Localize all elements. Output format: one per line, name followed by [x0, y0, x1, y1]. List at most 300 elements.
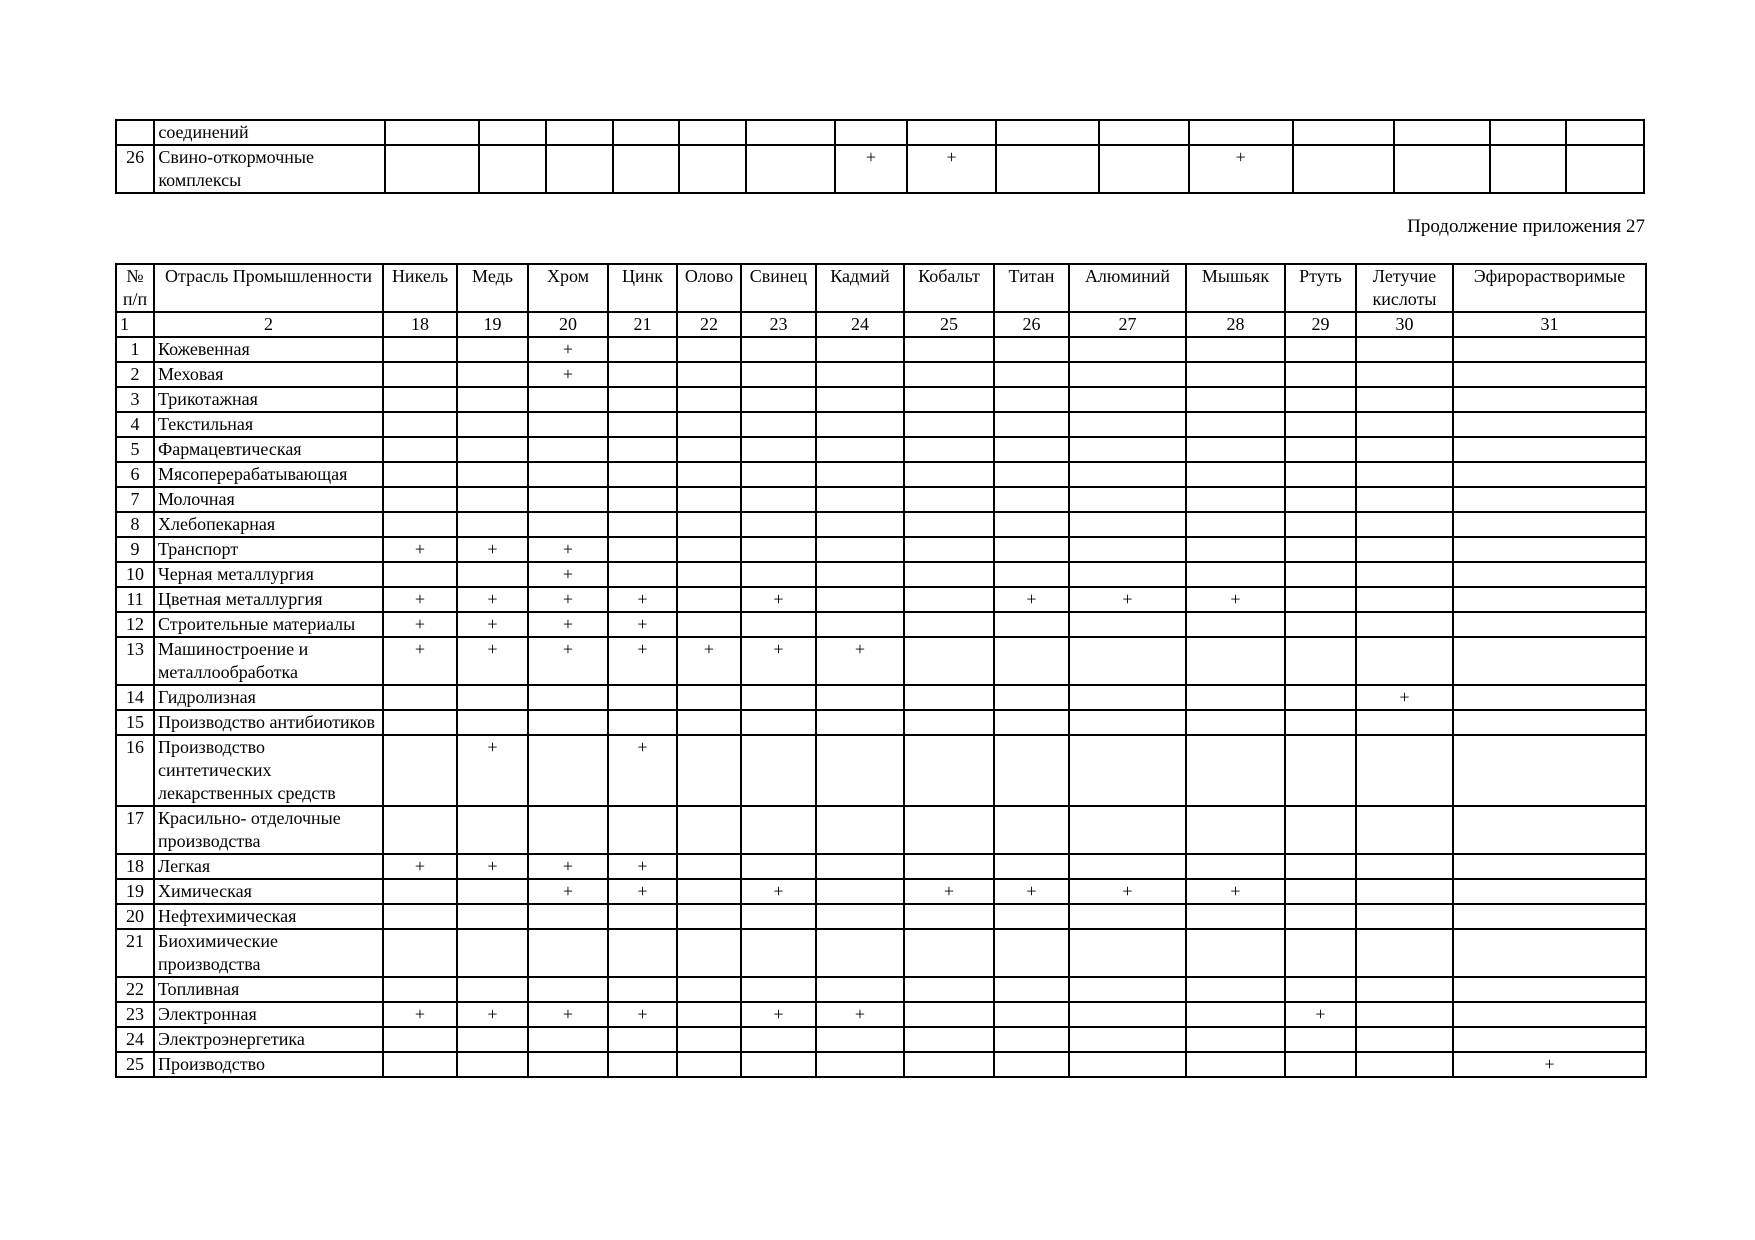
mark-cell	[1453, 854, 1646, 879]
mark-cell	[677, 462, 741, 487]
mark-cell	[1356, 1027, 1453, 1052]
mark-cell	[383, 412, 457, 437]
mark-cell	[1186, 387, 1285, 412]
industry-name: Гидролизная	[154, 685, 383, 710]
row-number: 3	[116, 387, 154, 412]
mark-cell	[904, 854, 994, 879]
mark-cell	[383, 362, 457, 387]
table-row	[116, 462, 1646, 487]
mark-cell	[1069, 806, 1186, 854]
mark-cell	[904, 487, 994, 512]
mark-cell	[1285, 879, 1356, 904]
mark-cell	[457, 806, 528, 854]
mark-cell	[546, 145, 613, 193]
row-number: 22	[116, 977, 154, 1002]
mark-cell	[1069, 1052, 1186, 1077]
mark-cell	[904, 462, 994, 487]
mark-cell	[608, 512, 677, 537]
mark-cell: +	[528, 537, 608, 562]
mark-cell	[816, 537, 904, 562]
mark-cell	[741, 562, 816, 587]
mark-cell	[816, 587, 904, 612]
header-column: Летучие кислоты	[1356, 264, 1453, 312]
mark-cell	[1490, 120, 1567, 145]
mark-cell	[994, 685, 1069, 710]
mark-cell	[528, 710, 608, 735]
mark-cell	[1356, 854, 1453, 879]
mark-cell	[1186, 929, 1285, 977]
table-row	[116, 879, 1646, 904]
mark-cell	[816, 977, 904, 1002]
mark-cell	[994, 562, 1069, 587]
mark-cell	[1356, 710, 1453, 735]
mark-cell	[1285, 904, 1356, 929]
mark-cell: +	[457, 537, 528, 562]
mark-cell	[746, 145, 835, 193]
mark-cell	[1566, 120, 1644, 145]
mark-cell	[679, 120, 746, 145]
table-row	[116, 854, 1646, 879]
mark-cell	[1186, 512, 1285, 537]
mark-cell	[741, 612, 816, 637]
mark-cell	[1186, 977, 1285, 1002]
mark-cell	[528, 735, 608, 806]
mark-cell	[608, 904, 677, 929]
mark-cell	[677, 977, 741, 1002]
table-row	[116, 904, 1646, 929]
industry-name: Мясоперерабатывающая	[154, 462, 383, 487]
mark-cell	[741, 685, 816, 710]
mark-cell: +	[608, 587, 677, 612]
mark-cell	[994, 806, 1069, 854]
mark-cell: +	[741, 637, 816, 685]
mark-cell	[383, 562, 457, 587]
mark-cell	[994, 337, 1069, 362]
mark-cell	[1186, 437, 1285, 462]
row-number: 17	[116, 806, 154, 854]
mark-cell	[457, 562, 528, 587]
mark-cell	[1285, 587, 1356, 612]
mark-cell: +	[457, 854, 528, 879]
mark-cell	[479, 145, 546, 193]
header-row	[116, 264, 1646, 312]
mark-cell: +	[1186, 879, 1285, 904]
numbering-column: 27	[1069, 312, 1186, 337]
row-number: 8	[116, 512, 154, 537]
mark-cell: +	[1189, 145, 1293, 193]
mark-cell	[383, 387, 457, 412]
industry-name: Нефтехимическая	[154, 904, 383, 929]
mark-cell	[1285, 1052, 1356, 1077]
row-number: 15	[116, 710, 154, 735]
mark-cell	[994, 710, 1069, 735]
row-number: 10	[116, 562, 154, 587]
mark-cell	[1285, 537, 1356, 562]
numbering-column: 25	[904, 312, 994, 337]
mark-cell	[383, 710, 457, 735]
header-column: Мышьяк	[1186, 264, 1285, 312]
mark-cell	[904, 904, 994, 929]
mark-cell	[1069, 462, 1186, 487]
mark-cell	[1069, 735, 1186, 806]
row-number: 20	[116, 904, 154, 929]
numbering-row	[116, 312, 1646, 337]
mark-cell	[613, 120, 680, 145]
mark-cell	[383, 1027, 457, 1052]
mark-cell	[741, 537, 816, 562]
mark-cell: +	[608, 879, 677, 904]
header-column: Никель	[383, 264, 457, 312]
numbering-column: 30	[1356, 312, 1453, 337]
mark-cell	[816, 879, 904, 904]
row-number: 7	[116, 487, 154, 512]
table-header	[116, 264, 1646, 337]
mark-cell: +	[528, 879, 608, 904]
mark-cell	[1186, 1002, 1285, 1027]
mark-cell	[1069, 710, 1186, 735]
row-number: 4	[116, 412, 154, 437]
mark-cell	[677, 512, 741, 537]
mark-cell	[904, 1052, 994, 1077]
mark-cell	[994, 977, 1069, 1002]
mark-cell	[1453, 735, 1646, 806]
mark-cell	[383, 337, 457, 362]
appendix-caption: Продолжение приложения 27	[1407, 216, 1645, 237]
mark-cell	[1453, 685, 1646, 710]
mark-cell	[1453, 879, 1646, 904]
mark-cell	[1453, 1002, 1646, 1027]
row-number: 2	[116, 362, 154, 387]
table-row	[116, 929, 1646, 977]
table-row	[116, 806, 1646, 854]
mark-cell	[457, 412, 528, 437]
mark-cell	[1069, 487, 1186, 512]
mark-cell	[528, 929, 608, 977]
mark-cell	[1186, 735, 1285, 806]
numbering-column: 26	[994, 312, 1069, 337]
mark-cell	[608, 710, 677, 735]
mark-cell	[1356, 977, 1453, 1002]
mark-cell	[1069, 362, 1186, 387]
mark-cell	[904, 562, 994, 587]
mark-cell	[1285, 710, 1356, 735]
row-number: 21	[116, 929, 154, 977]
mark-cell	[1453, 977, 1646, 1002]
mark-cell	[385, 120, 479, 145]
mark-cell	[1186, 537, 1285, 562]
mark-cell	[741, 512, 816, 537]
mark-cell	[677, 1027, 741, 1052]
mark-cell	[1356, 537, 1453, 562]
industry-name: Производство	[154, 1052, 383, 1077]
table-row	[116, 587, 1646, 612]
mark-cell	[1356, 387, 1453, 412]
mark-cell	[383, 977, 457, 1002]
industry-name: Хлебопекарная	[154, 512, 383, 537]
mark-cell	[1285, 412, 1356, 437]
mark-cell	[608, 685, 677, 710]
numbering-column: 23	[741, 312, 816, 337]
mark-cell	[816, 685, 904, 710]
mark-cell	[383, 929, 457, 977]
mark-cell	[1186, 1027, 1285, 1052]
mark-cell	[1356, 587, 1453, 612]
mark-cell	[385, 145, 479, 193]
mark-cell	[1285, 362, 1356, 387]
mark-cell	[741, 412, 816, 437]
mark-cell	[1394, 145, 1490, 193]
table-row	[116, 1002, 1646, 1027]
mark-cell	[904, 637, 994, 685]
previous-table-body	[116, 120, 1644, 193]
mark-cell: +	[904, 879, 994, 904]
mark-cell	[1186, 612, 1285, 637]
industry-name: Меховая	[154, 362, 383, 387]
row-number: 25	[116, 1052, 154, 1077]
mark-cell	[1069, 1002, 1186, 1027]
mark-cell	[741, 806, 816, 854]
header-column: Кобальт	[904, 264, 994, 312]
mark-cell	[904, 977, 994, 1002]
mark-cell	[1069, 562, 1186, 587]
header-num: № п/п	[116, 264, 154, 312]
mark-cell	[677, 437, 741, 462]
mark-cell	[528, 487, 608, 512]
mark-cell: +	[1069, 879, 1186, 904]
row-number: 26	[116, 145, 154, 193]
header-industry: Отрасль Промышленности	[154, 264, 383, 312]
mark-cell	[1186, 337, 1285, 362]
mark-cell	[1186, 854, 1285, 879]
mark-cell	[383, 437, 457, 462]
mark-cell	[1285, 562, 1356, 587]
mark-cell	[904, 685, 994, 710]
mark-cell	[904, 437, 994, 462]
mark-cell	[546, 120, 613, 145]
mark-cell: +	[608, 854, 677, 879]
row-number: 5	[116, 437, 154, 462]
mark-cell	[528, 1027, 608, 1052]
mark-cell	[741, 904, 816, 929]
mark-cell	[904, 512, 994, 537]
mark-cell: +	[383, 854, 457, 879]
industry-name: Кожевенная	[154, 337, 383, 362]
mark-cell	[608, 337, 677, 362]
mark-cell	[816, 854, 904, 879]
mark-cell	[457, 710, 528, 735]
mark-cell	[1356, 1002, 1453, 1027]
mark-cell	[1356, 512, 1453, 537]
mark-cell	[383, 512, 457, 537]
mark-cell	[741, 929, 816, 977]
industry-name: Цветная металлургия	[154, 587, 383, 612]
mark-cell	[528, 904, 608, 929]
header-column: Кадмий	[816, 264, 904, 312]
mark-cell	[1453, 412, 1646, 437]
mark-cell	[904, 612, 994, 637]
mark-cell	[1453, 806, 1646, 854]
mark-cell	[904, 735, 994, 806]
mark-cell	[1069, 412, 1186, 437]
mark-cell	[816, 904, 904, 929]
mark-cell	[1453, 387, 1646, 412]
mark-cell	[994, 537, 1069, 562]
mark-cell: +	[741, 879, 816, 904]
mark-cell	[816, 562, 904, 587]
mark-cell	[816, 362, 904, 387]
mark-cell	[741, 1052, 816, 1077]
table-row	[116, 512, 1646, 537]
mark-cell	[741, 387, 816, 412]
mark-cell	[1285, 685, 1356, 710]
row-number: 23	[116, 1002, 154, 1027]
mark-cell	[816, 512, 904, 537]
numbering-num: 1	[116, 312, 154, 337]
mark-cell	[457, 1027, 528, 1052]
mark-cell	[994, 387, 1069, 412]
mark-cell	[816, 806, 904, 854]
mark-cell	[835, 120, 908, 145]
mark-cell	[741, 1027, 816, 1052]
mark-cell	[1069, 1027, 1186, 1052]
mark-cell	[528, 437, 608, 462]
mark-cell	[608, 387, 677, 412]
mark-cell	[1453, 904, 1646, 929]
numbering-column: 24	[816, 312, 904, 337]
mark-cell	[1285, 1027, 1356, 1052]
mark-cell	[994, 854, 1069, 879]
industry-name: Текстильная	[154, 412, 383, 437]
row-number: 18	[116, 854, 154, 879]
mark-cell	[608, 362, 677, 387]
mark-cell	[994, 637, 1069, 685]
mark-cell	[816, 929, 904, 977]
mark-cell: +	[816, 1002, 904, 1027]
mark-cell	[457, 977, 528, 1002]
industry-name: Машиностроение и металлообработка	[154, 637, 383, 685]
mark-cell	[677, 562, 741, 587]
mark-cell	[457, 437, 528, 462]
mark-cell	[741, 735, 816, 806]
industry-name: Электронная	[154, 1002, 383, 1027]
mark-cell	[1285, 854, 1356, 879]
mark-cell: +	[741, 587, 816, 612]
mark-cell: +	[1356, 685, 1453, 710]
header-column: Хром	[528, 264, 608, 312]
mark-cell: +	[608, 637, 677, 685]
mark-cell	[608, 412, 677, 437]
mark-cell	[457, 879, 528, 904]
mark-cell	[816, 437, 904, 462]
mark-cell	[383, 1052, 457, 1077]
mark-cell	[741, 337, 816, 362]
table-row	[116, 977, 1646, 1002]
mark-cell	[741, 362, 816, 387]
mark-cell	[677, 710, 741, 735]
mark-cell	[1490, 145, 1567, 193]
table-body	[116, 337, 1646, 1077]
table-row	[116, 120, 1644, 145]
mark-cell	[1186, 362, 1285, 387]
mark-cell	[383, 487, 457, 512]
mark-cell	[608, 1027, 677, 1052]
industry-name: Легкая	[154, 854, 383, 879]
mark-cell	[1069, 685, 1186, 710]
mark-cell: +	[677, 637, 741, 685]
mark-cell: +	[528, 637, 608, 685]
numbering-column: 31	[1453, 312, 1646, 337]
mark-cell	[608, 977, 677, 1002]
mark-cell	[1285, 387, 1356, 412]
mark-cell	[528, 1052, 608, 1077]
mark-cell	[996, 120, 1099, 145]
mark-cell: +	[457, 587, 528, 612]
mark-cell	[1285, 735, 1356, 806]
mark-cell	[816, 710, 904, 735]
numbering-column: 20	[528, 312, 608, 337]
mark-cell	[1186, 685, 1285, 710]
mark-cell	[608, 537, 677, 562]
numbering-column: 19	[457, 312, 528, 337]
mark-cell: +	[383, 637, 457, 685]
mark-cell	[746, 120, 835, 145]
mark-cell	[1285, 487, 1356, 512]
mark-cell	[1566, 145, 1644, 193]
industry-name: Молочная	[154, 487, 383, 512]
mark-cell	[1099, 120, 1189, 145]
mark-cell	[1356, 362, 1453, 387]
header-column: Свинец	[741, 264, 816, 312]
mark-cell: +	[528, 1002, 608, 1027]
mark-cell	[608, 487, 677, 512]
industry-name: Топливная	[154, 977, 383, 1002]
industry-name: Транспорт	[154, 537, 383, 562]
mark-cell	[816, 1027, 904, 1052]
mark-cell	[677, 337, 741, 362]
mark-cell	[528, 412, 608, 437]
mark-cell	[994, 929, 1069, 977]
mark-cell	[1069, 537, 1186, 562]
mark-cell	[1069, 337, 1186, 362]
mark-cell	[1285, 437, 1356, 462]
mark-cell	[1453, 562, 1646, 587]
mark-cell	[1186, 637, 1285, 685]
table-row	[116, 1052, 1646, 1077]
mark-cell	[1285, 806, 1356, 854]
mark-cell	[994, 462, 1069, 487]
table-row	[116, 685, 1646, 710]
header-column: Титан	[994, 264, 1069, 312]
mark-cell	[741, 487, 816, 512]
mark-cell	[1069, 512, 1186, 537]
mark-cell: +	[1069, 587, 1186, 612]
table-row	[116, 612, 1646, 637]
table-row	[116, 710, 1646, 735]
mark-cell	[1069, 904, 1186, 929]
mark-cell	[677, 904, 741, 929]
table-row	[116, 1027, 1646, 1052]
mark-cell	[904, 1002, 994, 1027]
mark-cell	[1453, 512, 1646, 537]
mark-cell	[1285, 637, 1356, 685]
row-number: 1	[116, 337, 154, 362]
industry-name: Производство антибиотиков	[154, 710, 383, 735]
table-row	[116, 637, 1646, 685]
mark-cell: +	[528, 362, 608, 387]
mark-cell	[1453, 929, 1646, 977]
mark-cell	[904, 337, 994, 362]
mark-cell	[677, 487, 741, 512]
